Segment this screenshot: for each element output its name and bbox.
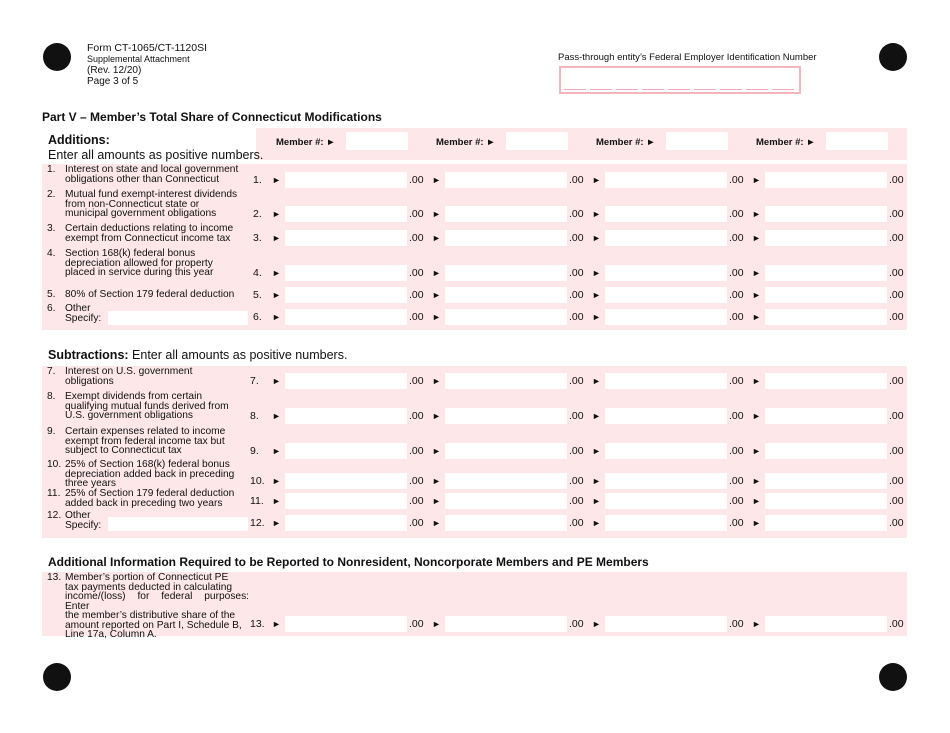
cents-suffix: .00 bbox=[889, 232, 904, 244]
member-4-amount-input[interactable] bbox=[765, 373, 887, 389]
cents-suffix: .00 bbox=[569, 517, 584, 529]
entry-arrow: ► bbox=[592, 518, 601, 528]
entry-arrow: ► bbox=[432, 209, 441, 219]
row-number: 4. bbox=[47, 248, 56, 259]
member-3-label: Member #: ► bbox=[596, 137, 656, 148]
entry-arrow: ► bbox=[592, 376, 601, 386]
member-4-amount-input[interactable] bbox=[765, 265, 887, 281]
cents-suffix: .00 bbox=[889, 410, 904, 422]
member-1-amount-input[interactable] bbox=[285, 493, 407, 509]
row-text bbox=[65, 573, 249, 640]
row-text bbox=[65, 392, 229, 421]
member-2-amount-input[interactable] bbox=[445, 172, 567, 188]
member-2-amount-input[interactable] bbox=[445, 373, 567, 389]
cents-suffix: .00 bbox=[409, 208, 424, 220]
row-text-line: depreciation added back in preceding bbox=[65, 468, 235, 480]
row-text-line: Other bbox=[65, 510, 91, 521]
fein-input[interactable] bbox=[559, 66, 801, 94]
entry-arrow: ► bbox=[432, 175, 441, 185]
row-text-line: exempt from federal income tax but bbox=[65, 435, 225, 447]
cents-suffix: .00 bbox=[569, 618, 584, 630]
member-3-amount-input[interactable] bbox=[605, 473, 727, 489]
member-2-amount-input[interactable] bbox=[445, 473, 567, 489]
line-number-label: 6. bbox=[253, 311, 262, 323]
registration-mark-top-right bbox=[879, 43, 907, 71]
row-number: 7. bbox=[47, 366, 56, 377]
member-4-amount-input[interactable] bbox=[765, 443, 887, 459]
member-4-amount-input[interactable] bbox=[765, 408, 887, 424]
entry-arrow: ► bbox=[272, 446, 281, 456]
member-4-amount-input[interactable] bbox=[765, 493, 887, 509]
row-text-line: Interest on state and local government bbox=[65, 164, 239, 175]
row-text-line: income/(loss) for federal purposes: Enter bbox=[65, 591, 249, 612]
row-text-line: Specify: bbox=[65, 312, 102, 324]
row-text-line: obligations bbox=[65, 375, 114, 387]
entry-arrow: ► bbox=[592, 411, 601, 421]
row-text-line: 80% of Section 179 federal deduction bbox=[65, 289, 235, 300]
row-number: 9. bbox=[47, 426, 56, 437]
member-2-amount-input[interactable] bbox=[445, 265, 567, 281]
row-text-line: qualifying mutual funds derived from bbox=[65, 400, 229, 412]
member-4-amount-input[interactable] bbox=[765, 230, 887, 246]
row-8-description bbox=[47, 392, 252, 423]
additions-title: Additions: bbox=[48, 133, 110, 147]
form-revision: (Rev. 12/20) bbox=[87, 65, 142, 76]
row-text-line: Mutual fund exempt-interest dividends bbox=[65, 189, 238, 200]
line-number-label: 12. bbox=[250, 517, 265, 529]
cents-suffix: .00 bbox=[729, 311, 744, 323]
row-text-line: subject to Connecticut tax bbox=[65, 445, 182, 456]
registration-mark-bottom-right bbox=[879, 663, 907, 691]
entry-arrow: ► bbox=[272, 411, 281, 421]
row-text bbox=[65, 249, 213, 278]
member-3-amount-input[interactable] bbox=[605, 265, 727, 281]
form-page: Page 3 of 5 bbox=[87, 76, 139, 87]
registration-mark-bottom-left bbox=[43, 663, 71, 691]
entry-arrow: ► bbox=[752, 411, 761, 421]
member-1-amount-input[interactable] bbox=[285, 515, 407, 531]
row-number: 10. bbox=[47, 459, 62, 470]
cents-suffix: .00 bbox=[889, 311, 904, 323]
subtractions-title: Subtractions: Enter all amounts as positive numbers. bbox=[48, 348, 348, 362]
cents-suffix: .00 bbox=[409, 618, 424, 630]
row-number: 12. bbox=[47, 510, 62, 521]
entry-arrow: ► bbox=[272, 209, 281, 219]
row-text bbox=[65, 224, 233, 243]
entry-arrow: ► bbox=[272, 619, 281, 629]
member-3-amount-input[interactable] bbox=[605, 373, 727, 389]
cents-suffix: .00 bbox=[889, 267, 904, 279]
member-1-label: Member #: ► bbox=[276, 137, 336, 148]
member-3-amount-input[interactable] bbox=[605, 616, 727, 632]
entry-arrow: ► bbox=[752, 619, 761, 629]
cents-suffix: .00 bbox=[569, 289, 584, 301]
entry-arrow: ► bbox=[272, 476, 281, 486]
cents-suffix: .00 bbox=[729, 232, 744, 244]
cents-suffix: .00 bbox=[889, 375, 904, 387]
cents-suffix: .00 bbox=[889, 495, 904, 507]
cents-suffix: .00 bbox=[729, 618, 744, 630]
row-text-line: tax payments deducted in calculating bbox=[65, 581, 233, 593]
row-text bbox=[65, 489, 234, 508]
entry-arrow: ► bbox=[592, 209, 601, 219]
cents-suffix: .00 bbox=[569, 208, 584, 220]
form-name: Form CT-1065/CT-1120SI bbox=[87, 42, 208, 54]
entry-arrow: ► bbox=[592, 446, 601, 456]
member-1-amount-input[interactable] bbox=[285, 265, 407, 281]
member-4-label: Member #: ► bbox=[756, 137, 816, 148]
cents-suffix: .00 bbox=[409, 445, 424, 457]
member-3-amount-input[interactable] bbox=[605, 493, 727, 509]
member-1-amount-input[interactable] bbox=[285, 309, 407, 325]
row-2-description bbox=[47, 190, 252, 221]
row-text-line: Specify: bbox=[65, 519, 102, 531]
line-number-label: 7. bbox=[250, 375, 259, 387]
cents-suffix: .00 bbox=[729, 445, 744, 457]
row-5-description bbox=[47, 290, 252, 302]
line-number-label: 13. bbox=[250, 618, 265, 630]
cents-suffix: .00 bbox=[409, 495, 424, 507]
entry-arrow: ► bbox=[752, 268, 761, 278]
line-number-label: 10. bbox=[250, 475, 265, 487]
cents-suffix: .00 bbox=[569, 375, 584, 387]
row-number: 11. bbox=[47, 488, 61, 499]
cents-suffix: .00 bbox=[569, 445, 584, 457]
entry-arrow: ► bbox=[592, 496, 601, 506]
row-4-description bbox=[47, 249, 252, 280]
member-2-amount-input[interactable] bbox=[445, 230, 567, 246]
row-1-description bbox=[47, 165, 252, 186]
cents-suffix: .00 bbox=[409, 517, 424, 529]
row-text-line: placed in service during this year bbox=[65, 267, 214, 278]
row-text-line: 25% of Section 168(k) federal bonus bbox=[65, 459, 230, 470]
line-number-label: 2. bbox=[253, 208, 262, 220]
additions-subtitle: Enter all amounts as positive numbers. bbox=[48, 148, 264, 162]
member-2-number-input[interactable] bbox=[506, 132, 568, 150]
line-number-label: 5. bbox=[253, 289, 262, 301]
cents-suffix: .00 bbox=[409, 232, 424, 244]
row-text-line: Certain deductions relating to income bbox=[65, 223, 234, 234]
row-number: 13. bbox=[47, 572, 62, 583]
line-number-label: 1. bbox=[253, 174, 262, 186]
entry-arrow: ► bbox=[592, 175, 601, 185]
entry-arrow: ► bbox=[752, 476, 761, 486]
row-text-line: Line 17a, Column A. bbox=[65, 629, 157, 640]
member-1-amount-input[interactable] bbox=[285, 287, 407, 303]
registration-mark-top-left bbox=[43, 43, 71, 71]
cents-suffix: .00 bbox=[889, 289, 904, 301]
cents-suffix: .00 bbox=[409, 375, 424, 387]
entry-arrow: ► bbox=[272, 268, 281, 278]
cents-suffix: .00 bbox=[889, 618, 904, 630]
row-text-line: Exempt dividends from certain bbox=[65, 391, 203, 402]
row-11-description bbox=[47, 489, 252, 510]
entry-arrow: ► bbox=[432, 476, 441, 486]
cents-suffix: .00 bbox=[409, 267, 424, 279]
entry-arrow: ► bbox=[592, 268, 601, 278]
row-text-line: three years bbox=[65, 478, 116, 489]
cents-suffix: .00 bbox=[889, 174, 904, 186]
member-3-number-input[interactable] bbox=[666, 132, 728, 150]
member-2-amount-input[interactable] bbox=[445, 616, 567, 632]
row-3-description bbox=[47, 224, 252, 245]
cents-suffix: .00 bbox=[889, 208, 904, 220]
row-13-description bbox=[47, 572, 252, 640]
cents-suffix: .00 bbox=[569, 495, 584, 507]
row-10-description bbox=[47, 460, 252, 491]
member-3-amount-input[interactable] bbox=[605, 230, 727, 246]
entry-arrow: ► bbox=[592, 233, 601, 243]
row-text-line: exempt from Connecticut income tax bbox=[65, 232, 231, 244]
line-number-label: 3. bbox=[253, 232, 262, 244]
row-number: 5. bbox=[47, 289, 56, 300]
specify-input[interactable] bbox=[108, 517, 248, 531]
member-1-amount-input[interactable] bbox=[285, 616, 407, 632]
row-text-line: amount reported on Part I, Schedule B, bbox=[65, 619, 242, 631]
member-1-amount-input[interactable] bbox=[285, 172, 407, 188]
cents-suffix: .00 bbox=[409, 174, 424, 186]
entry-arrow: ► bbox=[432, 411, 441, 421]
cents-suffix: .00 bbox=[569, 232, 584, 244]
entry-arrow: ► bbox=[432, 290, 441, 300]
entry-arrow: ► bbox=[272, 518, 281, 528]
cents-suffix: .00 bbox=[729, 495, 744, 507]
member-3-amount-input[interactable] bbox=[605, 515, 727, 531]
member-3-amount-input[interactable] bbox=[605, 206, 727, 222]
additional-info-title: Additional Information Required to be Reported to Nonresident, Noncorporate Members and PE Members bbox=[48, 555, 649, 569]
entry-arrow: ► bbox=[752, 496, 761, 506]
member-2-amount-input[interactable] bbox=[445, 515, 567, 531]
cents-suffix: .00 bbox=[569, 267, 584, 279]
row-number: 3. bbox=[47, 223, 56, 234]
member-1-amount-input[interactable] bbox=[285, 408, 407, 424]
member-1-number-input[interactable] bbox=[346, 132, 408, 150]
entry-arrow: ► bbox=[272, 312, 281, 322]
row-text-line: U.S. government obligations bbox=[65, 410, 193, 421]
member-2-amount-input[interactable] bbox=[445, 443, 567, 459]
member-4-amount-input[interactable] bbox=[765, 473, 887, 489]
entry-arrow: ► bbox=[432, 233, 441, 243]
cents-suffix: .00 bbox=[409, 311, 424, 323]
member-1-amount-input[interactable] bbox=[285, 473, 407, 489]
entry-arrow: ► bbox=[592, 476, 601, 486]
member-3-amount-input[interactable] bbox=[605, 309, 727, 325]
row-text-line: 25% of Section 179 federal deduction bbox=[65, 488, 235, 499]
part-title: Part V – Member’s Total Share of Connecticut Modifications bbox=[42, 110, 382, 124]
entry-arrow: ► bbox=[752, 446, 761, 456]
cents-suffix: .00 bbox=[409, 289, 424, 301]
cents-suffix: .00 bbox=[889, 475, 904, 487]
member-3-amount-input[interactable] bbox=[605, 408, 727, 424]
member-2-amount-input[interactable] bbox=[445, 287, 567, 303]
entry-arrow: ► bbox=[592, 312, 601, 322]
entry-arrow: ► bbox=[592, 619, 601, 629]
cents-suffix: .00 bbox=[569, 311, 584, 323]
entry-arrow: ► bbox=[752, 233, 761, 243]
form-header bbox=[87, 43, 207, 87]
member-1-amount-input[interactable] bbox=[285, 230, 407, 246]
line-number-label: 9. bbox=[250, 445, 259, 457]
cents-suffix: .00 bbox=[889, 445, 904, 457]
row-9-description bbox=[47, 427, 252, 458]
member-1-amount-input[interactable] bbox=[285, 206, 407, 222]
row-text-line: from non-Connecticut state or bbox=[65, 198, 200, 210]
row-number: 6. bbox=[47, 303, 56, 314]
row-text-line: Interest on U.S. government bbox=[65, 366, 193, 377]
form-attachment: Supplemental Attachment bbox=[87, 54, 190, 64]
cents-suffix: .00 bbox=[729, 475, 744, 487]
line-number-label: 8. bbox=[250, 410, 259, 422]
entry-arrow: ► bbox=[432, 446, 441, 456]
cents-suffix: .00 bbox=[409, 475, 424, 487]
entry-arrow: ► bbox=[752, 290, 761, 300]
row-text bbox=[65, 511, 101, 530]
member-4-number-input[interactable] bbox=[826, 132, 888, 150]
entry-arrow: ► bbox=[752, 175, 761, 185]
member-2-amount-input[interactable] bbox=[445, 408, 567, 424]
entry-arrow: ► bbox=[272, 496, 281, 506]
member-2-label: Member #: ► bbox=[436, 137, 496, 148]
row-text bbox=[65, 427, 225, 456]
row-text bbox=[65, 290, 234, 300]
entry-arrow: ► bbox=[432, 312, 441, 322]
fein-label: Pass-through entity’s Federal Employer Identification Number bbox=[558, 52, 817, 63]
row-text-line: Other bbox=[65, 303, 91, 314]
member-4-amount-input[interactable] bbox=[765, 172, 887, 188]
entry-arrow: ► bbox=[272, 233, 281, 243]
member-2-amount-input[interactable] bbox=[445, 309, 567, 325]
entry-arrow: ► bbox=[752, 376, 761, 386]
member-4-amount-input[interactable] bbox=[765, 309, 887, 325]
cents-suffix: .00 bbox=[729, 517, 744, 529]
row-text-line: Section 168(k) federal bonus bbox=[65, 248, 196, 259]
cents-suffix: .00 bbox=[889, 517, 904, 529]
row-text-line: Member’s portion of Connecticut PE bbox=[65, 572, 229, 583]
row-text-line: Certain expenses related to income bbox=[65, 426, 226, 437]
row-text bbox=[65, 304, 101, 323]
entry-arrow: ► bbox=[432, 619, 441, 629]
entry-arrow: ► bbox=[752, 209, 761, 219]
member-4-amount-input[interactable] bbox=[765, 616, 887, 632]
entry-arrow: ► bbox=[432, 496, 441, 506]
row-text-line: municipal government obligations bbox=[65, 208, 217, 219]
member-3-amount-input[interactable] bbox=[605, 287, 727, 303]
entry-arrow: ► bbox=[272, 175, 281, 185]
row-number: 1. bbox=[47, 164, 56, 175]
entry-arrow: ► bbox=[752, 518, 761, 528]
member-1-amount-input[interactable] bbox=[285, 373, 407, 389]
cents-suffix: .00 bbox=[569, 174, 584, 186]
cents-suffix: .00 bbox=[729, 267, 744, 279]
member-4-amount-input[interactable] bbox=[765, 515, 887, 531]
row-text-line: added back in preceding two years bbox=[65, 497, 223, 509]
row-text-line: obligations other than Connecticut bbox=[65, 173, 220, 185]
specify-input[interactable] bbox=[108, 311, 248, 325]
entry-arrow: ► bbox=[752, 312, 761, 322]
row-text bbox=[65, 165, 238, 184]
entry-arrow: ► bbox=[432, 518, 441, 528]
cents-suffix: .00 bbox=[729, 410, 744, 422]
member-2-amount-input[interactable] bbox=[445, 206, 567, 222]
row-text bbox=[65, 367, 192, 386]
entry-arrow: ► bbox=[272, 290, 281, 300]
row-text-line: the member’s distributive share of the bbox=[65, 610, 236, 621]
line-number-label: 11. bbox=[250, 495, 264, 507]
cents-suffix: .00 bbox=[729, 208, 744, 220]
member-4-amount-input[interactable] bbox=[765, 206, 887, 222]
row-text-line: depreciation allowed for property bbox=[65, 257, 213, 269]
row-7-description bbox=[47, 367, 252, 388]
entry-arrow: ► bbox=[432, 268, 441, 278]
cents-suffix: .00 bbox=[409, 410, 424, 422]
cents-suffix: .00 bbox=[729, 174, 744, 186]
member-4-amount-input[interactable] bbox=[765, 287, 887, 303]
cents-suffix: .00 bbox=[729, 375, 744, 387]
row-number: 2. bbox=[47, 189, 56, 200]
cents-suffix: .00 bbox=[729, 289, 744, 301]
member-1-amount-input[interactable] bbox=[285, 443, 407, 459]
entry-arrow: ► bbox=[272, 376, 281, 386]
member-3-amount-input[interactable] bbox=[605, 443, 727, 459]
row-text bbox=[65, 190, 237, 219]
cents-suffix: .00 bbox=[569, 410, 584, 422]
member-2-amount-input[interactable] bbox=[445, 493, 567, 509]
row-number: 8. bbox=[47, 391, 56, 402]
entry-arrow: ► bbox=[592, 290, 601, 300]
line-number-label: 4. bbox=[253, 267, 262, 279]
cents-suffix: .00 bbox=[569, 475, 584, 487]
entry-arrow: ► bbox=[432, 376, 441, 386]
row-text bbox=[65, 460, 234, 489]
member-3-amount-input[interactable] bbox=[605, 172, 727, 188]
